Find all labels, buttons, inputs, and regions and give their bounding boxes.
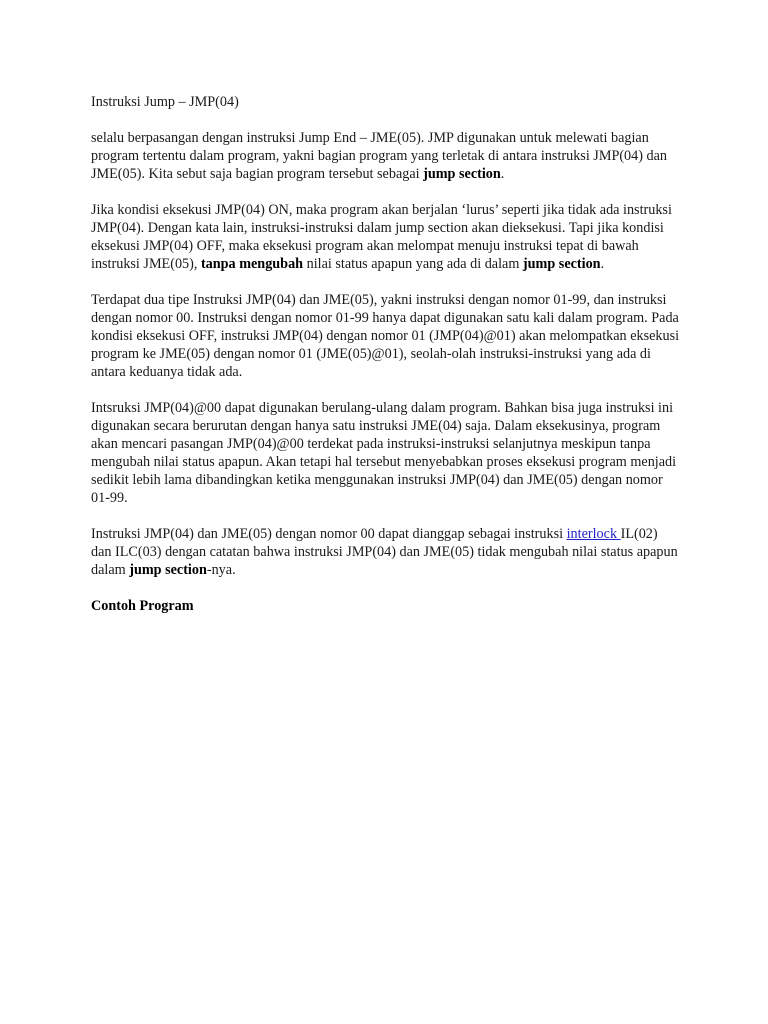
paragraph-1-text-c: .: [500, 166, 505, 182]
paragraph-2-text-c: nilai status apapun yang ada di dalam: [303, 256, 523, 272]
interlock-link[interactable]: interlock: [566, 526, 621, 542]
paragraph-4: Intsruksi JMP(04)@00 dapat digunakan berulang-ulang dalam program. Bahkan bisa juga instruksi ini digunakan secara berurutan dengan hanya satu instruksi JME(04) saja. Dalam eksekusinya, program akan mencari pasangan JMP(04)@00 terdekat pada instruksi-instruksi selanjutnya meskipun tanpa mengubah nilai status apapun. Akan tetapi hal tersebut menyebabkan proses eksekusi program menjadi sedikit lebih lama dibandingkan ketika menggunakan instruksi JMP(04) dan JME(05) dengan nomor 01-99.: [91, 400, 677, 506]
paragraph-5-text-a: Instruksi JMP(04) dan JME(05) dengan nomor 00 dapat dianggap sebagai instruksi: [91, 526, 567, 542]
paragraph-1: [91, 129, 681, 183]
paragraph-5-text-d: -nya.: [206, 562, 236, 578]
paragraph-3: Terdapat dua tipe Instruksi JMP(04) dan JME(05), yakni instruksi dengan nomor 01-99, dan instruksi dengan nomor 00. Instruksi dengan nomor 01-99 hanya dapat digunakan satu kali dalam program. Pada kondisi eksekusi OFF, instruksi JMP(04) dengan nomor 01 (JMP(04)@01) akan melompatkan eksekusi program ke JME(05) dengan nomor 01 (JME(05)@01), seolah-olah instruksi-instruksi yang ada di antara keduanya tidak ada.: [91, 292, 680, 380]
document-page: [91, 93, 681, 615]
paragraph-5-text-b: IL(02) dan ILC(03) dengan catatan bahwa instruksi JMP(04) dan JME(05) tidak mengubah nilai status apapun dalam: [91, 526, 678, 578]
paragraph-2: [91, 201, 681, 273]
paragraph-5-bold-jump-section: jump section: [129, 562, 207, 578]
document-title: Instruksi Jump – JMP(04): [91, 94, 239, 110]
paragraph-2-bold-tanpa-mengubah: tanpa mengubah: [200, 256, 304, 272]
paragraph-2-bold-jump-section: jump section: [522, 256, 601, 272]
paragraph-2-text-a: Jika kondisi eksekusi JMP(04) ON, maka program akan berjalan ‘lurus’ seperti jika tidak ada instruksi JMP(04). Dengan kata lain, instruksi-instruksi dalam jump section akan dieksekusi. Tapi jika kondisi eksekusi JMP(04) OFF, maka eksekusi program akan melompat menuju instruksi tepat di bawah instruksi JME(05),: [91, 202, 672, 272]
section-heading-contoh-program: Contoh Program: [91, 598, 194, 614]
paragraph-2-text-e: .: [600, 256, 605, 272]
paragraph-1-text-a: selalu berpasangan dengan instruksi Jump End – JME(05). JMP digunakan untuk melewati bagian program tertentu dalam program, yakni bagian program yang terletak di antara instruksi JMP(04) dan JME(05). Kita sebut saja bagian program tersebut sebagai: [91, 130, 667, 182]
paragraph-5: [91, 525, 681, 579]
paragraph-1-bold-jump-section: jump section: [423, 166, 501, 182]
